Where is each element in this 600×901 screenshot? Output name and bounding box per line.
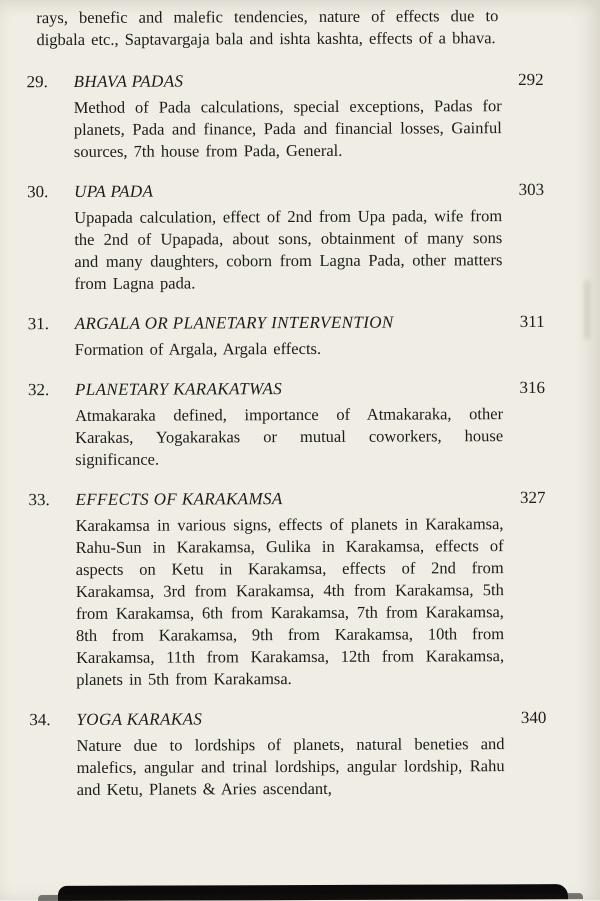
entry-title: BHAVA PADAS bbox=[73, 71, 184, 91]
toc-entry-heading bbox=[28, 311, 545, 335]
entry-page-number: 292 bbox=[518, 69, 544, 90]
toc-entry bbox=[28, 487, 546, 691]
entry-number: 32. bbox=[27, 380, 50, 400]
entry-page-number: 327 bbox=[519, 487, 546, 508]
entry-title: YOGA KARAKAS bbox=[76, 709, 203, 729]
entry-description: Upapada calculation, effect of 2nd from Upa pada, wife from the 2nd of Upapada, about sons, obtainment of many sons and many daughters, coborn from Lagna Pada, other matters from Lagna pada. bbox=[74, 206, 503, 293]
toc-entry bbox=[28, 311, 545, 361]
entry-page-number: 311 bbox=[519, 311, 545, 332]
continuation-text: rays, benefic and malefic tendencies, nature of effects due to digbala etc., Saptavargaja bala and ishta kashta, effects of a bhava. bbox=[36, 6, 499, 50]
toc-entry bbox=[27, 69, 544, 163]
entry-page-number: 303 bbox=[518, 179, 545, 200]
entry-number: 34. bbox=[29, 710, 51, 730]
toc-entry-heading bbox=[29, 707, 546, 731]
entry-number: 31. bbox=[27, 314, 49, 334]
toc-entry-heading bbox=[27, 69, 544, 93]
entry-description: Method of Pada calculations, special exceptions, Padas for planets, Pada and finance, Pada and financial losses, Gainful sources, 7th house from Pada, General. bbox=[73, 96, 502, 161]
entry-number: 29. bbox=[26, 72, 48, 92]
toc-entry-heading bbox=[27, 179, 544, 203]
toc-entry bbox=[29, 707, 546, 801]
entry-title: ARGALA OR PLANETARY INTERVENTION bbox=[74, 312, 394, 333]
scan-edge-artifact bbox=[58, 884, 568, 901]
toc-entry bbox=[28, 377, 545, 471]
toc-entries bbox=[27, 69, 547, 801]
scan-smudge-artifact bbox=[584, 280, 590, 340]
entry-number: 30. bbox=[27, 182, 49, 202]
entry-description: Atmakaraka defined, importance of Atmakaraka, other Karakas, Yogakarakas or mutual coworkers, house significance. bbox=[75, 404, 504, 469]
toc-entry-heading bbox=[28, 487, 545, 511]
entry-description: Nature due to lordships of planets, natural beneties and malefics, angular and trinal lordships, angular lordship, Rahu and Ketu, Planets & Aries ascendant, bbox=[76, 734, 505, 799]
entry-number: 33. bbox=[28, 490, 50, 510]
entry-page-number: 340 bbox=[520, 707, 547, 728]
entry-description: Formation of Argala, Argala effects. bbox=[74, 338, 322, 359]
entry-title: UPA PADA bbox=[74, 181, 154, 201]
toc-entry bbox=[27, 179, 544, 295]
entry-page-number: 316 bbox=[519, 377, 545, 398]
entry-description: Karakamsa in various signs, effects of planets in Karakamsa, Rahu-Sun in Karakamsa, Gulika in Karakamsa, effects of aspects on Ketu in Karakamsa, effects of 2nd from Karakamsa, 3rd from Karakamsa, 4th from Karakamsa, 5th from Karakamsa, 6th from Karakamsa, 7th from Karakamsa, 8th from Karakamsa, 9th from Karakamsa, 10th from Karakamsa, 11th from Karakamsa, 12th from Karakamsa, planets in 5th from Karakamsa. bbox=[75, 514, 505, 689]
entry-title: EFFECTS OF KARAKAMSA bbox=[75, 489, 283, 509]
entry-title: PLANETARY KARAKATWAS bbox=[74, 379, 283, 399]
toc-entry-heading bbox=[28, 377, 545, 401]
